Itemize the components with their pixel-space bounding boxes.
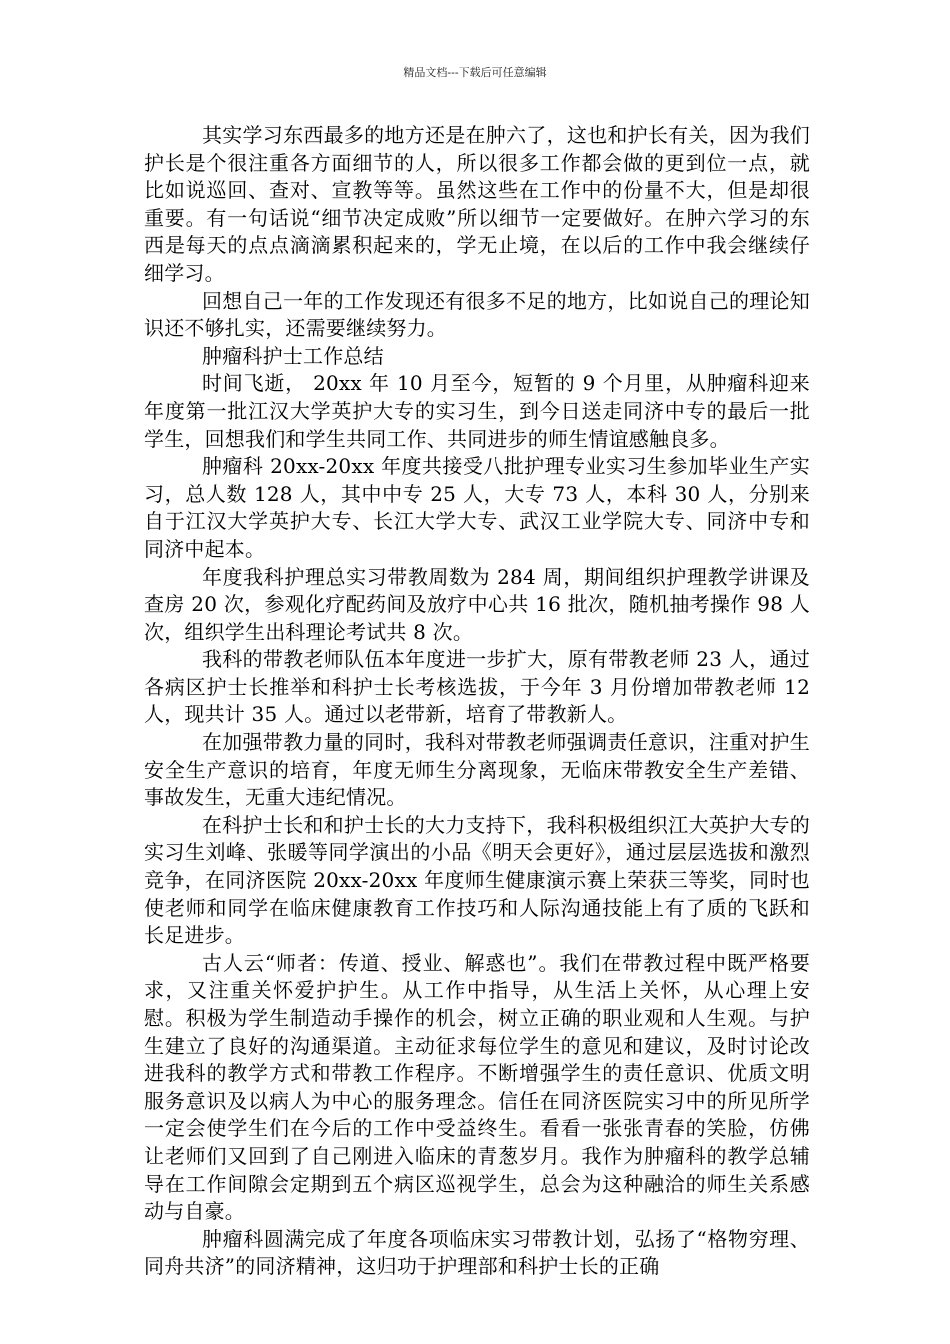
paragraph: 在加强带教力量的同时，我科对带教老师强调责任意识，注重对护生安全生产意识的培育，年度无师生分离现象，无临床带教安全生产差错、事故发生，无重大违纪情况。 [144,730,810,810]
document-body [144,122,810,1281]
paragraph: 我科的带教老师队伍本年度进一步扩大，原有带教老师 23 人，通过各病区护士长推举和科护士长考核选拔，于今年 3 月份增加带教老师 12 人，现共计 35 人。通过以老带新，培育了带教新人。 [144,647,810,727]
paragraph: 回想自己一年的工作发现还有很多不足的地方，比如说自己的理论知识还不够扎实，还需要继续努力。 [144,288,810,341]
paragraph: 肿瘤科圆满完成了年度各项临床实习带教计划，弘扬了“格物穷理、同舟共济”的同济精神，这归功于护理部和科护士长的正确 [144,1226,810,1279]
section-title: 肿瘤科护士工作总结 [202,343,384,368]
paragraph: 时间飞逝， 20xx 年 10 月至今，短暂的 9 个月里，从肿瘤科迎来年度第一批江汉大学英护大专的实习生，到今日送走同济中专的最后一批学生，回想我们和学生共同工作、共同进步的师生情谊感触良多。 [144,371,810,451]
page-header: 精品文档---下载后可任意编辑 [403,66,547,79]
paragraph: 年度我科护理总实习带教周数为 284 周，期间组织护理教学讲课及查房 20 次，参观化疗配药间及放疗中心共 16 批次，随机抽考操作 98 人次，组织学生出科理论考试共 8 次。 [144,564,810,644]
paragraph: 肿瘤科 20xx-20xx 年度共接受八批护理专业实习生参加毕业生产实习，总人数 128 人，其中中专 25 人，大专 73 人，本科 30 人，分别来自于江汉大学英护大专、长江大学大专、武汉工业学院大专、同济中专和同济中起本。 [144,454,810,561]
paragraph: 其实学习东西最多的地方还是在肿六了，这也和护长有关，因为我们护长是个很注重各方面细节的人，所以很多工作都会做的更到位一点，就比如说巡回、查对、宣教等等。虽然这些在工作中的份量不大，但是却很重要。有一句话说“细节决定成败”所以细节一定要做好。在肿六学习的东西是每天的点点滴滴累积起来的，学无止境，在以后的工作中我会继续仔细学习。 [144,123,810,285]
paragraph: 古人云“师者：传道、授业、解惑也”。我们在带教过程中既严格要求，又注重关怀爱护护生。从工作中指导，从生活上关怀，从心理上安慰。积极为学生制造动手操作的机会，树立正确的职业观和人生观。与护生建立了良好的沟通渠道。主动征求每位学生的意见和建议，及时讨论改进我科的教学方式和带教工作程序。不断增强学生的责任意识、优质文明服务意识及以病人为中心的服务理念。信任在同济医院实习中的所见所学一定会使学生们在今后的工作中受益终生。看看一张张青春的笑脸，仿佛让老师们又回到了自己刚进入临床的青葱岁月。我作为肿瘤科的教学总辅导在工作间隙会定期到五个病区巡视学生，总会为这种融洽的师生关系感动与自豪。 [144,950,810,1224]
paragraph: 在科护士长和和护士长的大力支持下，我科积极组织江大英护大专的实习生刘峰、张暖等同学演出的小品《明天会更好》，通过层层选拔和激烈竞争，在同济医院 20xx-20xx 年度师生健康演示赛上荣获三等奖，同时也使老师和同学在临床健康教育工作技巧和人际沟通技能上有了质的飞跃和长足进步。 [144,812,810,948]
